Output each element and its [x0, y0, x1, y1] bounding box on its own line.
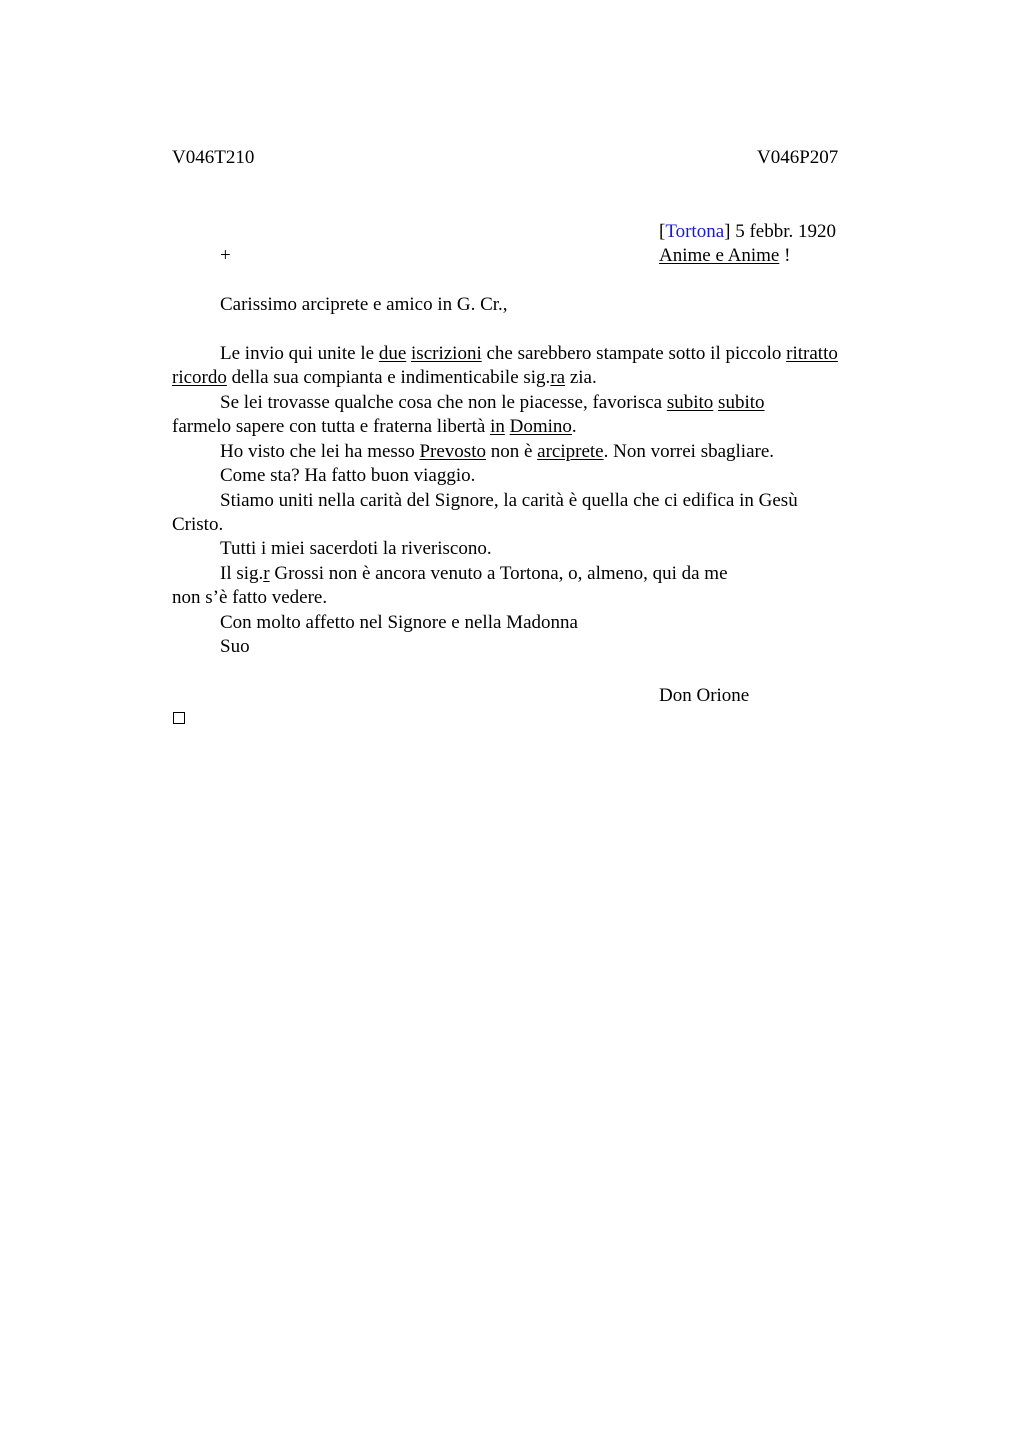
dateline: [Tortona] 5 febbr. 1920	[659, 221, 837, 242]
end-marker-box	[173, 712, 185, 724]
paragraph-5-line-1: Stiamo uniti nella carità del Signore, la carità è quella che ci edifica in Gesù	[220, 490, 798, 511]
signature: Don Orione	[659, 685, 750, 706]
header-right-code: V046P207	[757, 147, 839, 168]
motto: Anime e Anime !	[659, 245, 791, 266]
salutation: Carissimo arciprete e amico in G. Cr.,	[220, 294, 508, 315]
date: 5 febbr. 1920	[730, 221, 837, 242]
paragraph-6: Tutti i miei sacerdoti la riveriscono.	[220, 538, 492, 559]
paragraph-7-line-1: Il sig.r Grossi non è ancora venuto a Tortona, o, almeno, qui da me	[220, 563, 728, 584]
paragraph-7-line-2: non s’è fatto vedere.	[172, 587, 328, 608]
paragraph-5-line-2: Cristo.	[172, 514, 224, 535]
paragraph-2-line-1: Se lei trovasse qualche cosa che non le piacesse, favorisca subito subito	[220, 392, 765, 413]
paragraph-4: Come sta? Ha fatto buon viaggio.	[220, 465, 476, 486]
place-name: Tortona	[665, 221, 725, 242]
paragraph-8: Con molto affetto nel Signore e nella Madonna	[220, 612, 578, 633]
paragraph-1-line-1: Le invio qui unite le due iscrizioni che sarebbero stampate sotto il piccolo ritratto	[220, 343, 838, 364]
closing-suo: Suo	[220, 636, 250, 657]
paragraph-2-line-2: farmelo sapere con tutta e fraterna libertà in Domino.	[172, 416, 577, 437]
paragraph-1-line-2: ricordo della sua compianta e indimenticabile sig.ra zia.	[172, 367, 597, 388]
paragraph-3: Ho visto che lei ha messo Prevosto non è arciprete. Non vorrei sbagliare.	[220, 441, 775, 462]
header-left-code: V046T210	[172, 147, 255, 168]
cross-symbol: +	[220, 245, 231, 266]
